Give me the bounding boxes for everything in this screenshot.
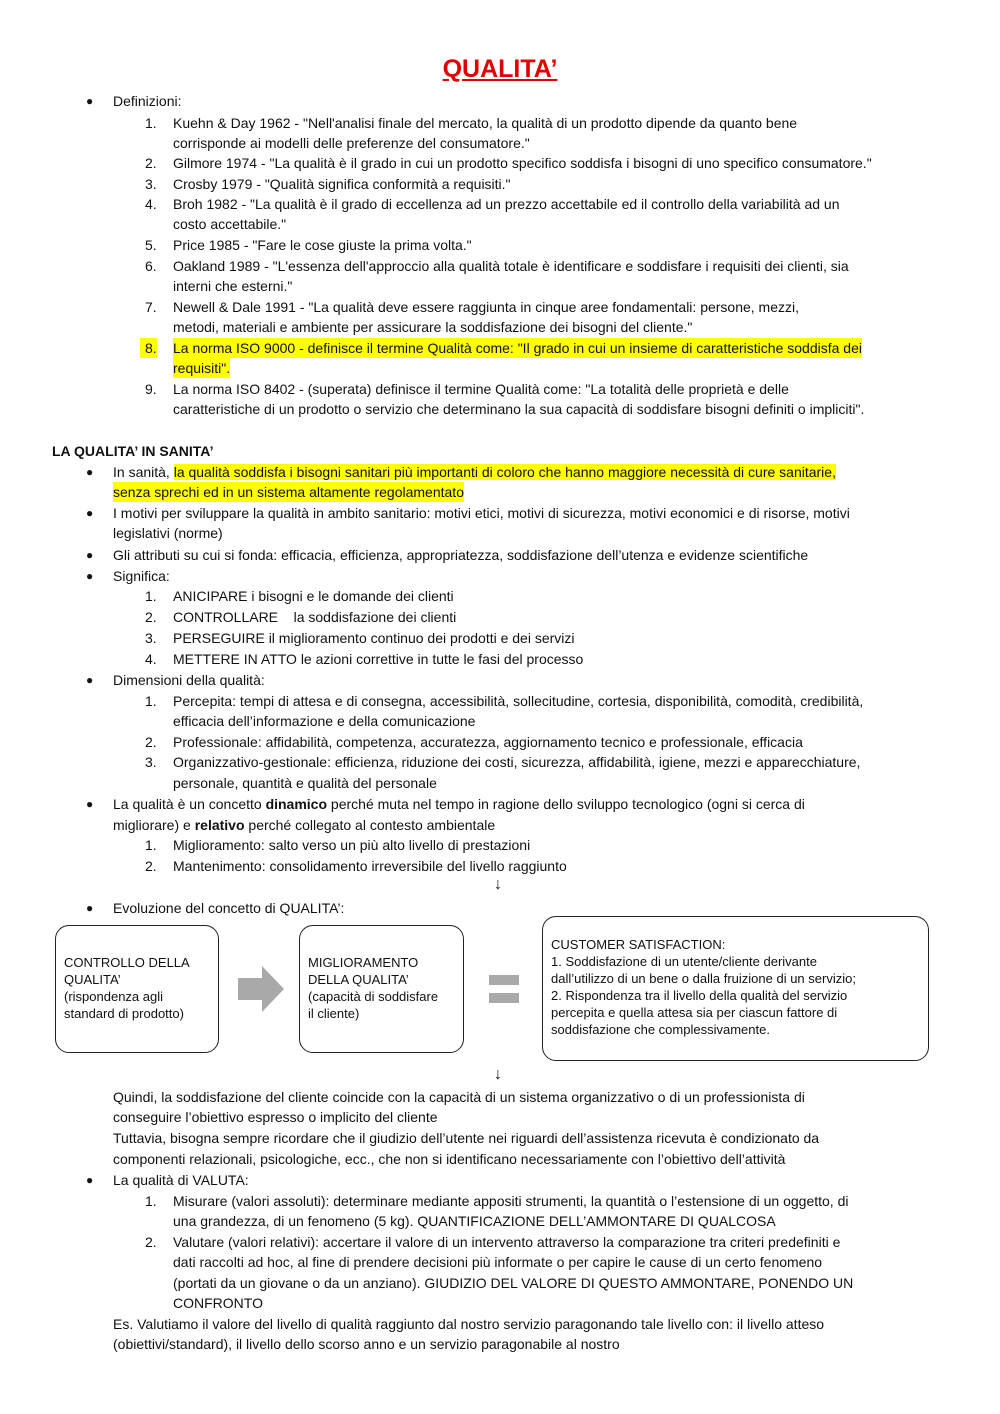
bullet: ● bbox=[86, 1173, 94, 1187]
box-line: 2. Rispondenza tra il livello della qualità del servizio bbox=[551, 988, 848, 1003]
def-text: Crosby 1979 - "Qualità significa conformità a requisiti." bbox=[173, 176, 511, 192]
flow-box-miglioramento bbox=[299, 925, 464, 1053]
list-number: 3. bbox=[145, 630, 157, 646]
bullet: ● bbox=[86, 548, 94, 562]
def-number: 7. bbox=[145, 299, 157, 315]
list-item: METTERE IN ATTO le azioni correttive in tutte le fasi del processo bbox=[173, 651, 584, 667]
text-run-bold: relativo bbox=[194, 817, 245, 833]
list-item: (portati da un giovane o da un anziano). GIUDIZIO DEL VALORE DI QUESTO AMMONTARE, PONENDO UN bbox=[173, 1275, 854, 1291]
sanita-bullet-6 bbox=[113, 794, 805, 814]
def-text: La norma ISO 8402 - (superata) definisce il termine Qualità come: "La totalità delle proprietà e delle bbox=[173, 381, 789, 397]
example-line: (obiettivi/standard), il livello dello scorso anno e un servizio paragonabile al nostro bbox=[113, 1336, 620, 1352]
list-item: una grandezza, di un fenomeno (5 kg). QUANTIFICAZIONE DELL’AMMONTARE DI QUALCOSA bbox=[173, 1213, 776, 1229]
def-text-highlighted: La norma ISO 9000 - definisce il termine Qualità come: "Il grado in cui un insieme di caratteristiche soddisfa dei bbox=[173, 340, 862, 356]
list-number: 4. bbox=[145, 651, 157, 667]
def-number: 3. bbox=[145, 176, 157, 192]
box-line: CUSTOMER SATISFACTION: bbox=[551, 937, 726, 952]
sanita-bullet-4: Significa: bbox=[113, 568, 170, 584]
paragraph-line: Tuttavia, bisogna sempre ricordare che il giudizio dell’utente nei riguardi dell’assistenza ricevuta è condizionato da bbox=[113, 1130, 820, 1146]
sanita-b1-highlight: la qualità soddisfa i bisogni sanitari più importanti di coloro che hanno maggiore necessità di cure sanitarie, bbox=[173, 464, 836, 480]
bullet: ● bbox=[86, 901, 94, 915]
bullet: ● bbox=[86, 673, 94, 687]
list-number: 2. bbox=[145, 858, 157, 874]
list-item: PERSEGUIRE il miglioramento continuo dei prodotti e dei servizi bbox=[173, 630, 575, 646]
paragraph-line: componenti relazionali, psicologiche, ecc., che non si identificano necessariamente con l’obiettivo dell’attività bbox=[113, 1151, 786, 1167]
box-line: soddisfazione che complessivamente. bbox=[551, 1022, 770, 1037]
list-item: Professionale: affidabilità, competenza, accuratezza, aggiornamento tecnico e professionale, efficacia bbox=[173, 734, 803, 750]
def-text-highlighted: requisiti". bbox=[173, 360, 231, 376]
list-number: 2. bbox=[145, 1234, 157, 1250]
def-number: 5. bbox=[145, 237, 157, 253]
list-item: Mantenimento: consolidamento irreversibile del livello raggiunto bbox=[173, 858, 567, 874]
def-text: corrisponde ai modelli delle preferenze del consumatore." bbox=[173, 135, 530, 151]
sanita-b1-prefix: In sanità, bbox=[113, 464, 174, 480]
def-text: Broh 1982 - "La qualità è il grado di eccellenza ad un prezzo accettabile ed il controllo della variabilità ad un bbox=[173, 196, 840, 212]
bullet: ● bbox=[86, 569, 94, 583]
valuta-bullet: La qualità di VALUTA: bbox=[113, 1172, 249, 1188]
list-item: Percepita: tempi di attesa e di consegna, accessibilità, sollecitudine, cortesia, disponibilità, comodità, credibilità, bbox=[173, 693, 864, 709]
paragraph-line: Quindi, la soddisfazione del cliente coincide con la capacità di un sistema organizzativo o di un professionista di bbox=[113, 1089, 805, 1105]
box-line: 1. Soddisfazione di un utente/cliente derivante bbox=[551, 954, 817, 969]
bullet: ● bbox=[86, 94, 94, 108]
def-number: 6. bbox=[145, 258, 157, 274]
bullet: ● bbox=[86, 465, 94, 479]
section-heading: LA QUALITA’ IN SANITA’ bbox=[52, 443, 214, 459]
box-line: standard di prodotto) bbox=[64, 1006, 184, 1021]
page-title: QUALITA’ bbox=[442, 55, 558, 83]
sanita-bullet-1 bbox=[113, 462, 836, 482]
def-text: metodi, materiali e ambiente per assicurare la soddisfazione dei bisogni del cliente." bbox=[173, 319, 693, 335]
bullet: ● bbox=[86, 506, 94, 520]
flow-box-customer-satisfaction bbox=[542, 916, 929, 1061]
box-line: percepita e quella attesa sia per ciascun fattore di bbox=[551, 1005, 838, 1020]
paragraph-line: conseguire l’obiettivo espresso o implicito del cliente bbox=[113, 1109, 438, 1125]
arrow-down-icon: ↓ bbox=[494, 876, 502, 893]
sanita-bullet-2-cont: legislativi (norme) bbox=[113, 525, 223, 541]
def-number: 4. bbox=[145, 196, 157, 212]
list-item: Valutare (valori relativi): accertare il valore di un intervento attraverso la comparazione tra criteri predefiniti e bbox=[173, 1234, 841, 1250]
list-number: 3. bbox=[145, 754, 157, 770]
right-arrow-icon bbox=[238, 966, 284, 1012]
text-run: perché muta nel tempo in ragione dello sviluppo tecnologico (ogni si cerca di bbox=[327, 796, 805, 812]
box-line: (rispondenza agli bbox=[64, 989, 164, 1004]
list-item: ANICIPARE i bisogni e le domande dei clienti bbox=[173, 588, 454, 604]
sanita-bullet-6-cont bbox=[113, 815, 495, 835]
def-text: costo accettabile." bbox=[173, 216, 287, 232]
text-run: perché collegato al contesto ambientale bbox=[244, 817, 496, 833]
list-item: CONTROLLARE la soddisfazione dei clienti bbox=[173, 609, 457, 625]
list-number: 1. bbox=[145, 693, 157, 709]
box-line: il cliente) bbox=[308, 1006, 360, 1021]
def-number-highlighted: 8. bbox=[140, 338, 157, 358]
box-line: DELLA QUALITA’ bbox=[308, 972, 409, 987]
box-line: dall’utilizzo di un bene o dalla fruizione di un servizio; bbox=[551, 971, 856, 986]
list-number: 1. bbox=[145, 588, 157, 604]
list-item: personale, quantità e qualità del personale bbox=[173, 775, 437, 791]
list-item: Organizzativo-gestionale: efficienza, riduzione dei costi, sicurezza, affidabilità, igiene, mezzi e apparecchiature, bbox=[173, 754, 861, 770]
def-number: 9. bbox=[145, 381, 157, 397]
def-text: Price 1985 - "Fare le cose giuste la prima volta." bbox=[173, 237, 472, 253]
def-text: interni che esterni." bbox=[173, 278, 293, 294]
list-item: Miglioramento: salto verso un più alto livello di prestazioni bbox=[173, 837, 531, 853]
sanita-bullet-5: Dimensioni della qualità: bbox=[113, 672, 265, 688]
example-line: Es. Valutiamo il valore del livello di qualità raggiunto dal nostro servizio paragonando tale livello con: il livello atteso bbox=[113, 1316, 825, 1332]
text-run: migliorare) e bbox=[113, 817, 195, 833]
bullet: ● bbox=[86, 797, 94, 811]
equals-icon-bottom bbox=[489, 993, 519, 1003]
list-number: 2. bbox=[145, 734, 157, 750]
definitions-label: Definizioni: bbox=[113, 93, 182, 109]
list-item: Misurare (valori assoluti): determinare mediante appositi strumenti, la quantità o l’estensione di un oggetto, di bbox=[173, 1193, 849, 1209]
def-text: Oakland 1989 - "L'essenza dell'approccio alla qualità totale è identificare e soddisfare i requisiti dei clienti, sia bbox=[173, 258, 849, 274]
list-number: 1. bbox=[145, 1193, 157, 1209]
def-text: caratteristiche di un prodotto o servizio che determinano la sua capacità di soddisfare bisogni definiti o impliciti". bbox=[173, 401, 865, 417]
box-line: (capacità di soddisfare bbox=[308, 989, 439, 1004]
text-run: La qualità è un concetto bbox=[113, 796, 266, 812]
box-line: QUALITA’ bbox=[64, 972, 121, 987]
def-text: Gilmore 1974 - "La qualità è il grado in cui un prodotto specifico soddisfa i bisogni di uno specifico consumatore." bbox=[173, 155, 872, 171]
sanita-bullet-7: Evoluzione del concetto di QUALITA’: bbox=[113, 900, 345, 916]
def-number: 2. bbox=[145, 155, 157, 171]
list-number: 1. bbox=[145, 837, 157, 853]
list-item: CONFRONTO bbox=[173, 1295, 263, 1311]
list-item: efficacia dell’informazione e della comunicazione bbox=[173, 713, 476, 729]
sanita-b1-highlight-2: senza sprechi ed in un sistema altamente regolamentato bbox=[113, 484, 464, 500]
list-item: dati raccolti ad hoc, al fine di prendere decisioni più informate o per capire le cause di un certo fenomeno bbox=[173, 1254, 823, 1270]
equals-icon-top bbox=[489, 975, 519, 985]
arrow-down-icon: ↓ bbox=[494, 1066, 502, 1083]
list-number: 2. bbox=[145, 609, 157, 625]
def-text: Kuehn & Day 1962 - "Nell'analisi finale del mercato, la qualità di un prodotto dipende da quanto bene bbox=[173, 115, 798, 131]
sanita-bullet-3: Gli attributi su cui si fonda: efficacia, efficienza, appropriatezza, soddisfazione dell’utenza e evidenze scientifiche bbox=[113, 547, 809, 563]
def-text: Newell & Dale 1991 - "La qualità deve essere raggiunta in cinque aree fondamentali: persone, mezzi, bbox=[173, 299, 800, 315]
flow-box-controllo bbox=[55, 925, 219, 1053]
def-number: 1. bbox=[145, 115, 157, 131]
sanita-bullet-2: I motivi per sviluppare la qualità in ambito sanitario: motivi etici, motivi di sicurezza, motivi economici e di risorse, motivi bbox=[113, 505, 850, 521]
box-line: CONTROLLO DELLA bbox=[64, 955, 190, 970]
box-line: MIGLIORAMENTO bbox=[308, 955, 419, 970]
text-run-bold: dinamico bbox=[265, 796, 328, 812]
